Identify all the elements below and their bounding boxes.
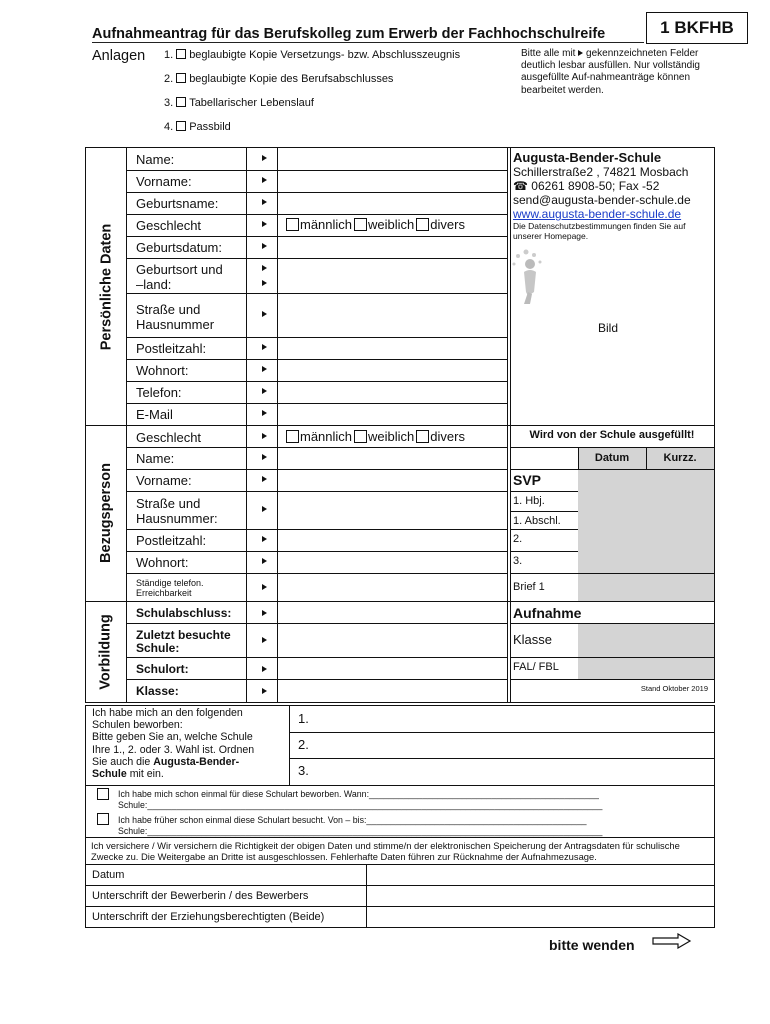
divider bbox=[289, 706, 290, 785]
office-gray-area bbox=[578, 574, 714, 601]
school-logo-figure bbox=[510, 248, 535, 308]
label-strasse-line2: Hausnummer bbox=[136, 317, 215, 332]
label-bezug-geschlecht: Geschlecht bbox=[136, 430, 202, 445]
choice-text-line: Ihre 1., 2. oder 3. Wahl ist. Ordnen bbox=[92, 743, 255, 756]
anlage-item-4 bbox=[164, 121, 231, 133]
required-marker-icon bbox=[262, 388, 267, 394]
label-geburtsort-line1: Geburtsort und bbox=[136, 262, 223, 277]
label-strasse-line1: Straße und bbox=[136, 302, 201, 317]
office-gray-area bbox=[578, 624, 714, 657]
option-label: männlich bbox=[300, 429, 353, 444]
input-unterschrift-bewerber[interactable] bbox=[367, 886, 714, 906]
option-label: männlich bbox=[300, 217, 353, 232]
school-address: Schillerstraße2 , 74821 Mosbach bbox=[513, 165, 689, 179]
required-marker-icon bbox=[262, 410, 267, 416]
input-bezug-plz[interactable] bbox=[278, 530, 507, 551]
beworben-schule-text: Schule:_____________________________________________________________________________________________ bbox=[118, 800, 603, 810]
section-label-personal: Persönliche Daten bbox=[98, 223, 115, 350]
required-marker-icon bbox=[262, 177, 267, 183]
anlage-checkbox[interactable] bbox=[176, 49, 186, 59]
gender-options-personal bbox=[286, 217, 467, 232]
form-title: Aufnahmeantrag für das Berufskolleg zum Erwerb der Fachhochschulreife bbox=[92, 26, 606, 42]
privacy-note: Die Datenschutzbestimmungen finden Sie auf unserer Homepage. bbox=[513, 221, 686, 241]
choice-2-label: 2. bbox=[298, 737, 309, 752]
required-marker-icon bbox=[262, 506, 267, 512]
stand-date: Stand Oktober 2019 bbox=[640, 684, 708, 693]
label-plz: Postleitzahl: bbox=[136, 341, 207, 356]
consent-text: Ich versichere / Wir versichern die Richtigkeit der obigen Daten und stimme/n der elektronischen Speicherung der Antragsdaten für schulische Zwecke zu. Die Weitergabe an Dritte ist ausgeschlossen. Fehlerhafte Daten führen zur Rücknahme der Aufnahmezusage. bbox=[91, 840, 680, 862]
bitte-wenden-label: bitte wenden bbox=[549, 937, 635, 953]
anlage-checkbox[interactable] bbox=[176, 73, 186, 83]
label-geburtsort-line2: –land: bbox=[136, 277, 172, 292]
anlage-item-2 bbox=[164, 73, 393, 85]
title-underline bbox=[92, 42, 644, 43]
office-svp: SVP bbox=[513, 472, 542, 488]
input-bezug-telefon[interactable] bbox=[278, 574, 507, 601]
input-telefon[interactable] bbox=[278, 382, 507, 403]
required-marker-icon bbox=[262, 433, 267, 439]
triangle-marker-icon bbox=[578, 50, 583, 56]
input-geburtsdatum[interactable] bbox=[278, 237, 507, 258]
required-marker-icon bbox=[262, 666, 267, 672]
anlage-text: beglaubigte Kopie Versetzungs- bzw. Abschlusszeugnis bbox=[189, 49, 461, 61]
label-bezug-name: Name: bbox=[136, 451, 175, 466]
choice-1-label: 1. bbox=[298, 711, 309, 726]
checkbox-besucht[interactable] bbox=[97, 813, 109, 825]
besucht-text: Ich habe früher schon einmal diese Schulart besucht. Von – bis:_____________________________________________ bbox=[118, 815, 587, 825]
label-bezug-strasse-line2: Hausnummer: bbox=[136, 511, 218, 526]
label-zuletzt-line1: Zuletzt besuchte bbox=[136, 628, 231, 642]
label-geburtsdatum: Geburtsdatum: bbox=[136, 240, 222, 255]
school-website-link[interactable]: www.augusta-bender-schule.de bbox=[513, 207, 682, 221]
office-col-datum: Datum bbox=[594, 452, 630, 464]
required-marker-icon bbox=[262, 558, 267, 564]
option-label: divers bbox=[430, 217, 465, 232]
required-marker-icon bbox=[262, 637, 267, 643]
label-bezug-vorname: Vorname: bbox=[136, 473, 192, 488]
input-choice-2[interactable] bbox=[314, 733, 714, 758]
input-geburtsort[interactable] bbox=[278, 259, 507, 293]
required-marker-icon bbox=[262, 221, 267, 227]
beworben-text: Ich habe mich schon einmal für diese Schulart beworben. Wann:_______________________________________________ bbox=[118, 789, 599, 799]
office-col-kurzz: Kurzz. bbox=[663, 452, 697, 464]
choice-text-line: Schule mit ein. bbox=[92, 768, 164, 781]
label-geburtsname: Geburtsname: bbox=[136, 196, 219, 211]
input-vorname[interactable] bbox=[278, 171, 507, 192]
input-unterschrift-eltern[interactable] bbox=[367, 907, 714, 927]
checkbox-maennlich[interactable] bbox=[286, 430, 299, 443]
checkbox-maennlich[interactable] bbox=[286, 218, 299, 231]
anlage-text: Tabellarischer Lebenslauf bbox=[189, 97, 314, 109]
label-strasse bbox=[136, 302, 214, 332]
label-wohnort: Wohnort: bbox=[136, 363, 189, 378]
required-marker-icon bbox=[262, 366, 267, 372]
section-label-vorbildung: Vorbildung bbox=[98, 613, 115, 690]
form-code-box: 1 BKFHB bbox=[646, 12, 748, 44]
office-row-label: 1. Abschl. bbox=[513, 515, 561, 527]
label-bezug-telefon-line1: Ständige telefon. bbox=[136, 578, 204, 588]
label-bezug-wohnort: Wohnort: bbox=[136, 555, 189, 570]
choice-text-line: Sie auch die Augusta-Bender- bbox=[92, 755, 240, 768]
office-gray-area bbox=[578, 530, 714, 573]
input-bezug-vorname[interactable] bbox=[278, 470, 507, 491]
input-strasse[interactable] bbox=[278, 294, 507, 337]
school-email[interactable]: send@augusta-bender-schule.de bbox=[513, 193, 691, 207]
option-label: weiblich bbox=[368, 429, 415, 444]
choice-instructions bbox=[92, 707, 282, 780]
label-datum: Datum bbox=[92, 869, 125, 881]
choice-text-line: Ich habe mich an den folgenden bbox=[92, 707, 243, 719]
label-bezug-strasse-line1: Straße und bbox=[136, 496, 201, 511]
input-geburtsname[interactable] bbox=[278, 193, 507, 214]
notice-text-pre: Bitte alle mit bbox=[521, 48, 576, 59]
office-aufnahme: Aufnahme bbox=[513, 605, 582, 621]
input-email[interactable] bbox=[278, 404, 507, 425]
checkbox-weiblich[interactable] bbox=[354, 430, 367, 443]
gender-options-bezug bbox=[286, 429, 467, 444]
input-name[interactable] bbox=[278, 148, 507, 170]
anlagen-label: Anlagen bbox=[92, 48, 146, 64]
anlage-item-3 bbox=[164, 97, 314, 109]
anlage-checkbox[interactable] bbox=[176, 97, 186, 107]
besucht-schule-text: Schule:_____________________________________________________________________________________________ bbox=[118, 826, 603, 836]
input-plz[interactable] bbox=[278, 338, 507, 359]
label-vorname: Vorname: bbox=[136, 174, 192, 189]
school-choice-block bbox=[85, 705, 715, 786]
school-phone-number: 06261 8908-50; Fax -52 bbox=[531, 179, 660, 193]
anlage-num: 1. bbox=[164, 49, 174, 61]
label-bezug-strasse bbox=[136, 496, 218, 526]
office-fal: FAL/ FBL bbox=[513, 661, 559, 673]
photo-placeholder[interactable]: Bild bbox=[598, 321, 619, 335]
choice-text-line: Bitte geben Sie an, welche Schule bbox=[92, 731, 253, 744]
label-unterschrift-eltern: Unterschrift der Erziehungsberechtigten (Beide) bbox=[92, 911, 325, 923]
office-row-label: 3. bbox=[513, 555, 523, 567]
previous-application-block bbox=[85, 785, 715, 838]
anlage-num: 2. bbox=[164, 73, 174, 85]
anlage-text: Passbild bbox=[189, 121, 231, 133]
anlage-text: beglaubigte Kopie des Berufsabschlusses bbox=[189, 73, 394, 85]
checkbox-divers[interactable] bbox=[416, 218, 429, 231]
row-line bbox=[510, 679, 714, 680]
school-name: Augusta-Bender-Schule bbox=[513, 150, 662, 165]
row-line bbox=[510, 529, 578, 530]
row-line bbox=[510, 511, 578, 512]
checkbox-divers[interactable] bbox=[416, 430, 429, 443]
row-line bbox=[126, 214, 507, 215]
school-info bbox=[513, 150, 711, 241]
consent-block bbox=[85, 838, 715, 865]
checkbox-beworben[interactable] bbox=[97, 788, 109, 800]
fill-notice bbox=[521, 48, 711, 97]
label-klasse: Klasse: bbox=[136, 684, 179, 698]
input-bezug-name[interactable] bbox=[278, 448, 507, 469]
label-schulabschluss: Schulabschluss: bbox=[136, 606, 232, 620]
required-marker-icon bbox=[262, 344, 267, 350]
input-wohnort[interactable] bbox=[278, 360, 507, 381]
required-marker-icon bbox=[262, 536, 267, 542]
required-marker-icon bbox=[262, 688, 267, 694]
label-name: Name: bbox=[136, 152, 175, 167]
label-bezug-telefon-line2: Erreichbarkeit bbox=[136, 588, 192, 598]
input-choice-3[interactable] bbox=[314, 759, 714, 785]
label-geschlecht: Geschlecht bbox=[136, 218, 202, 233]
label-zuletzt bbox=[136, 629, 231, 655]
row-line bbox=[510, 551, 578, 552]
arrow-right-icon bbox=[652, 933, 692, 954]
input-bezug-wohnort[interactable] bbox=[278, 552, 507, 573]
notice-text-post: gekennzeichneten Felder deutlich lesbar ausfüllen. Nur vollständig ausgefüllte Auf-nahmeanträge können bearbeitet werden. bbox=[521, 48, 700, 96]
input-klasse[interactable] bbox=[278, 680, 507, 701]
office-row-label: Brief 1 bbox=[513, 581, 545, 593]
label-geburtsort bbox=[136, 262, 241, 292]
input-datum[interactable] bbox=[367, 864, 714, 885]
school-phone bbox=[513, 179, 711, 193]
required-marker-icon bbox=[262, 584, 267, 590]
anlage-item-1 bbox=[164, 49, 460, 61]
input-bezug-strasse[interactable] bbox=[278, 492, 507, 529]
checkbox-weiblich[interactable] bbox=[354, 218, 367, 231]
required-marker-icon bbox=[262, 454, 267, 460]
label-schulort: Schulort: bbox=[136, 662, 189, 676]
office-row-label: 2. bbox=[513, 533, 523, 545]
input-choice-1[interactable] bbox=[314, 706, 714, 732]
section-divider bbox=[86, 425, 714, 426]
signature-block bbox=[85, 864, 715, 928]
section-label-bezug: Bezugsperson bbox=[98, 463, 115, 563]
anlage-checkbox[interactable] bbox=[176, 121, 186, 131]
input-schulabschluss[interactable] bbox=[278, 602, 507, 623]
office-header: Wird von der Schule ausgefüllt! bbox=[529, 429, 695, 441]
office-row-label: 1. Hbj. bbox=[513, 495, 545, 507]
label-bezug-plz: Postleitzahl: bbox=[136, 533, 207, 548]
required-marker-icon bbox=[262, 199, 267, 205]
option-label: divers bbox=[430, 429, 465, 444]
label-bezug-telefon bbox=[136, 578, 204, 598]
main-form-grid bbox=[85, 147, 715, 703]
required-marker-icon bbox=[262, 265, 267, 271]
choice-3-label: 3. bbox=[298, 763, 309, 778]
office-klasse: Klasse bbox=[513, 632, 553, 647]
required-marker-icon bbox=[262, 476, 267, 482]
office-gray-area bbox=[578, 658, 714, 679]
anlage-num: 4. bbox=[164, 121, 174, 133]
required-marker-icon bbox=[262, 280, 267, 286]
required-marker-icon bbox=[262, 155, 267, 161]
choice-text-line: Schulen beworben: bbox=[92, 719, 183, 732]
label-zuletzt-line2: Schule: bbox=[136, 641, 180, 655]
required-marker-icon bbox=[262, 610, 267, 616]
input-zuletzt-schule[interactable] bbox=[278, 624, 507, 657]
input-schulort[interactable] bbox=[278, 658, 507, 679]
label-email: E-Mail bbox=[136, 407, 173, 422]
label-telefon: Telefon: bbox=[136, 385, 182, 400]
anlage-num: 3. bbox=[164, 97, 174, 109]
option-label: weiblich bbox=[368, 217, 415, 232]
required-marker-icon bbox=[262, 243, 267, 249]
phone-icon: ☎ bbox=[513, 179, 528, 193]
label-unterschrift-bewerber: Unterschrift der Bewerberin / des Bewerbers bbox=[92, 890, 309, 902]
required-marker-icon bbox=[262, 311, 267, 317]
